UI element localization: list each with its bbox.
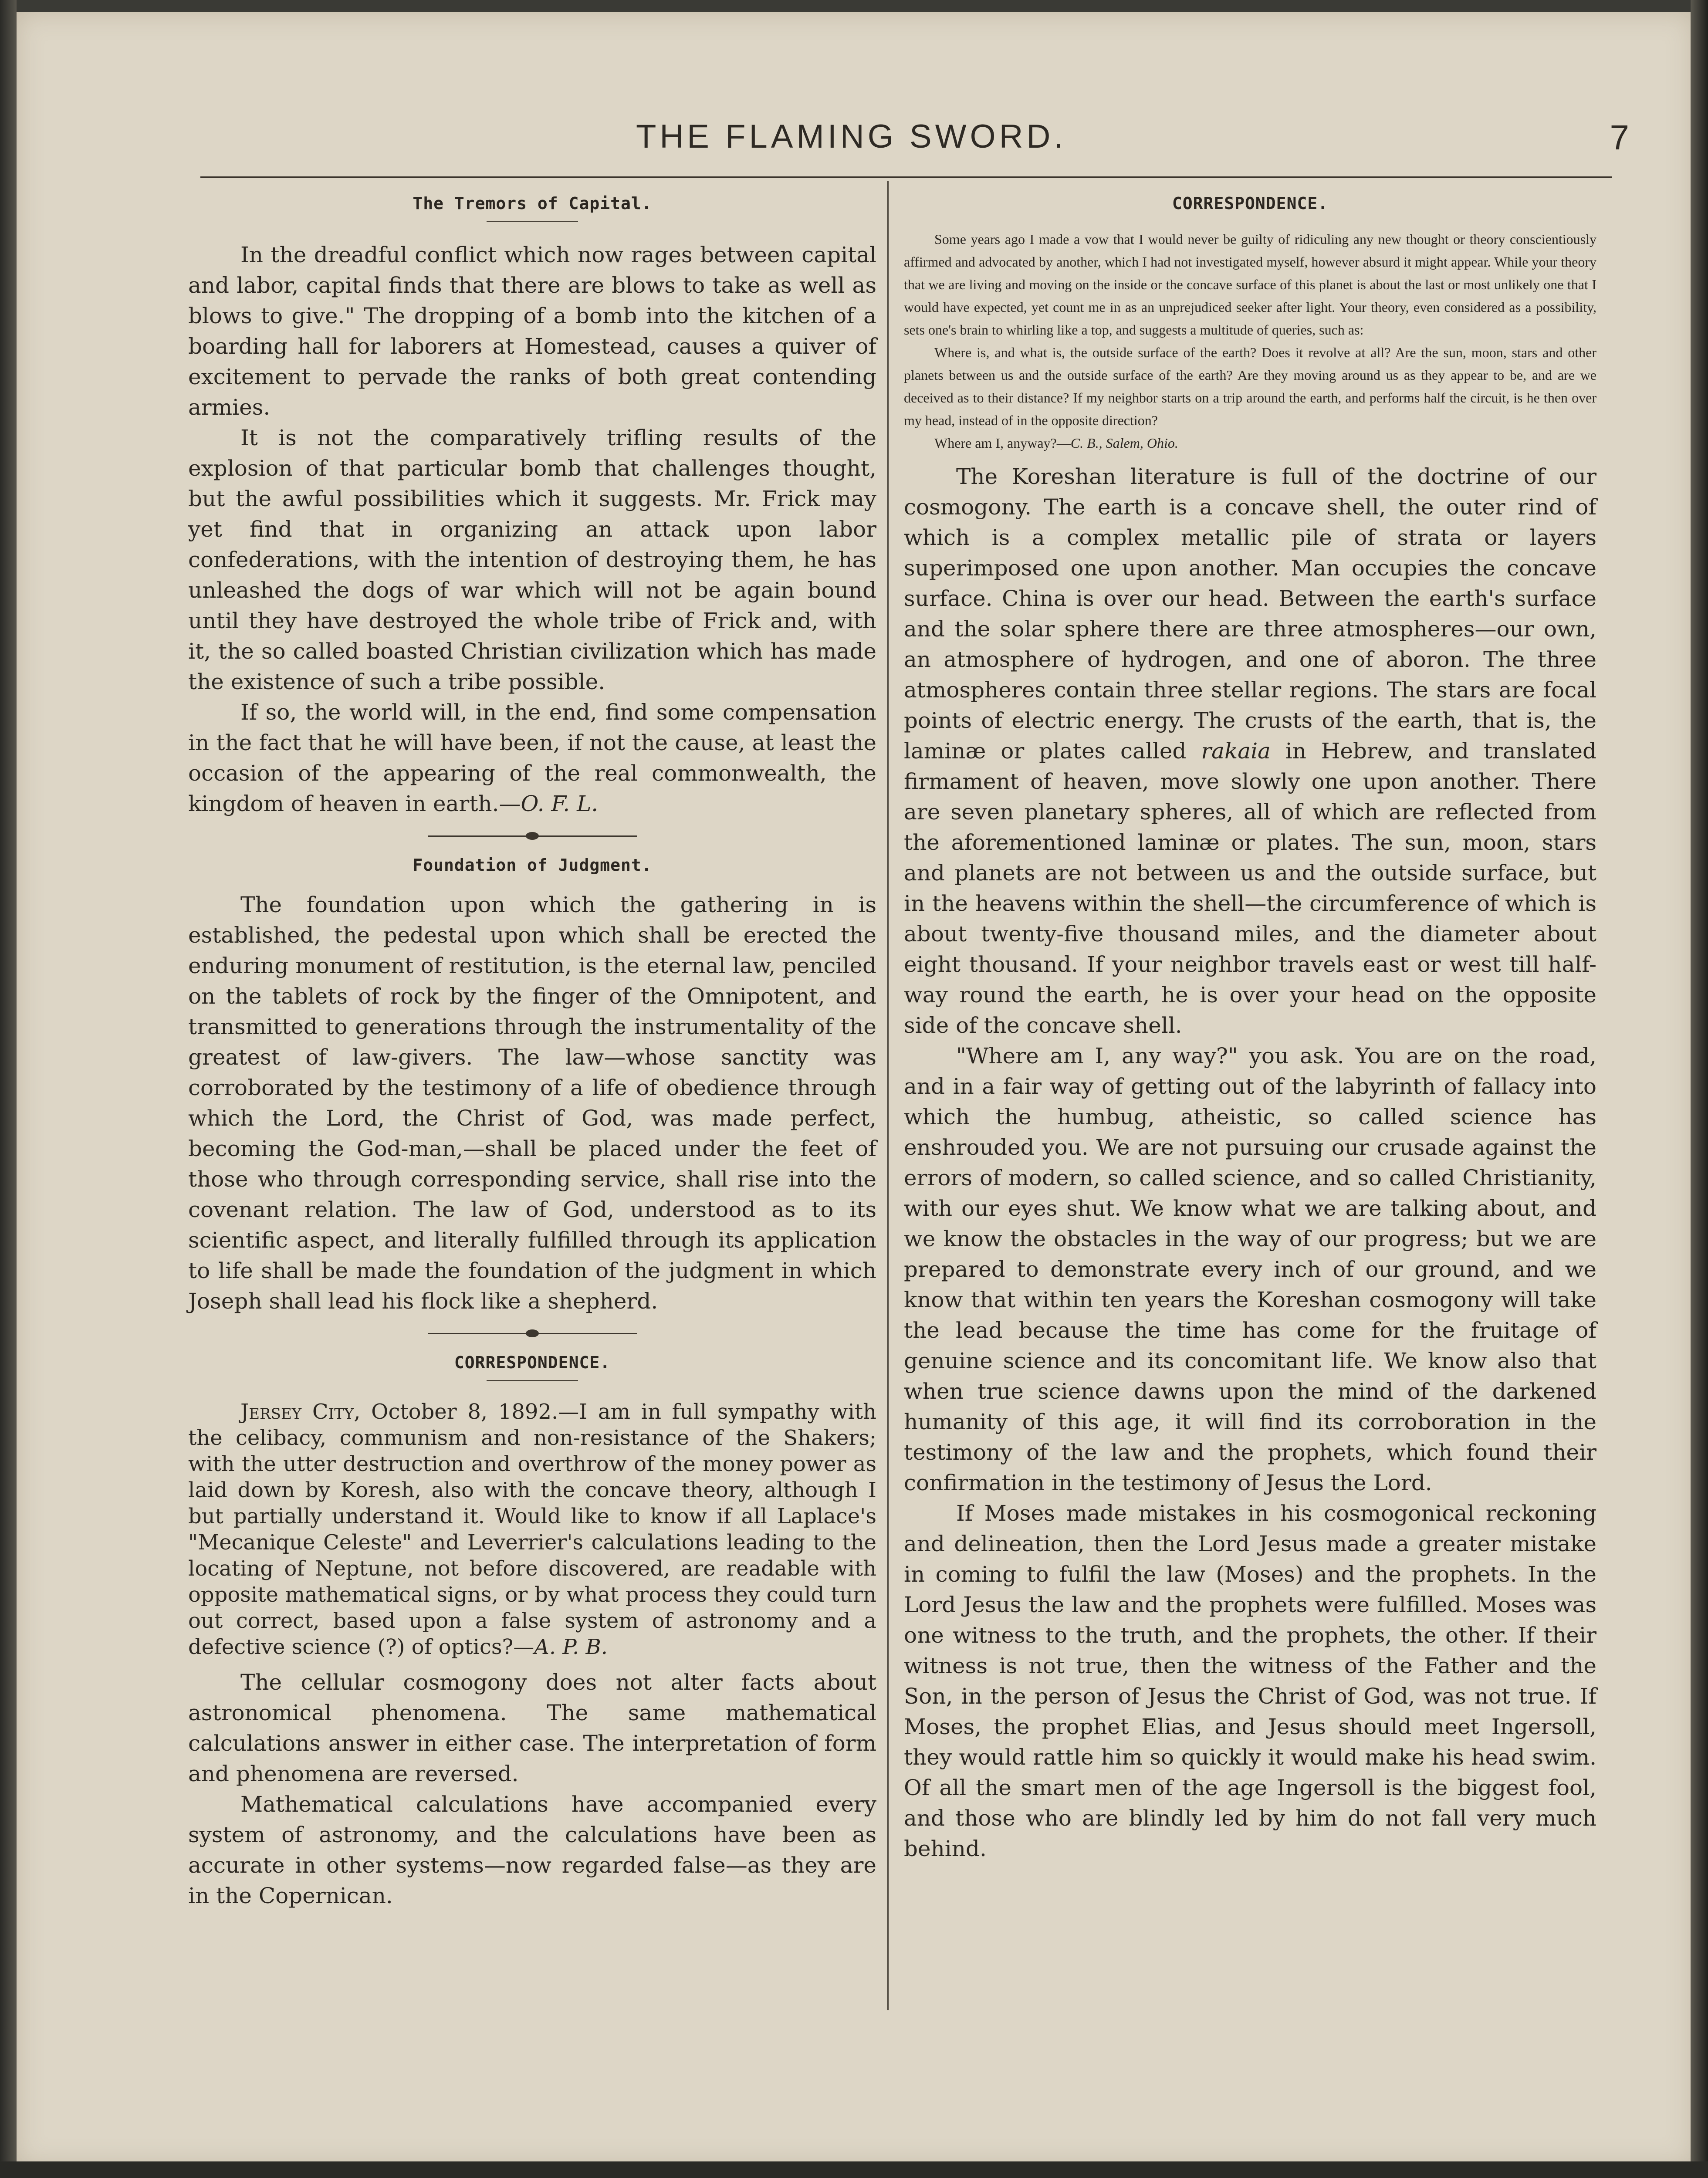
section-divider-ornament [428,1327,637,1340]
divider-dot [526,1329,539,1337]
header-rule [200,176,1612,178]
letter-text: , October 8, 1892.—I am in full sympathy with the celibacy, communism and non-resistance of the Shakers; with the utter destruction and overthrow of the money power as laid down by Koresh, also with the concave theory, although I but partially understand it. Would like to know if all Laplace's "Mecanique Celeste" and Leverrier's calculations leading to the locating of Neptune, not before discovered, are readable with opposite mathematical signs, or by what process they could turn out correct, based upon a false system of astronomy and a defective science (?) of optics?— [188,1400,877,1659]
column-divider [887,181,889,2010]
paragraph: In the dreadful conflict which now rages between capital and labor, capital finds that there are blows to take as well as blows to give." The dropping of a bomb into the kitchen of a boarding hall for laborers at Homestead, causes a quiver of excitement to pervade the ranks of both great contending armies. [188,242,876,420]
paragraph: The cellular cosmogony does not alter facts about astronomical phenomena. The same mathematical calculations answer in either case. The interpretation of form and phenomena are reversed. [188,1670,876,1786]
page-number: 7 [1610,118,1629,157]
paragraph-text: in Hebrew, and translated firmament of heaven, move slowly one upon another. There are seven planetary spheres, all of which are reflected from the aforementioned laminæ or plates. The sun, moon, stars and planets are not between us and the outside surface, but in the heavens within the shell—the circumference of which is about twenty-five thousand miles, and the diameter about eight thousand. If your neighbor travels east or west till half-way round the earth, he is over your head on the opposite side of the concave shell. [904,738,1596,1038]
article-foundation-of-judgment [188,856,876,1316]
paragraph: Mathematical calculations have accompanied every system of astronomy, and the calculations have been as accurate in other systems—now regarded false—as they are in the Copernican. [188,1792,876,1908]
divider-dot [526,832,539,840]
spacer [188,883,876,889]
page-edge-bottom [0,2161,1708,2178]
paragraph: If Moses made mistakes in his cosmogonical reckoning and delineation, then the Lord Jesus made a greater mistake in coming to fulfil the law (Moses) and the prophets. In the Lord Jesus the law and the prophets were fulfilled. Moses was one witness to the truth, and the prophets, the other. If their witness is not true, then the witness of the Father and the Son, in the person of Jesus the Christ of God, was not true. If Moses, the prophet Elias, and Jesus should meet Ingersoll, they would rattle him so quickly it would make his head swim. Of all the smart men of the age Ingersoll is the biggest fool, and those who are blindly led by him do not fall very much behind. [904,1501,1596,1861]
article-correspondence-left [188,1353,876,1911]
paragraph [188,697,876,819]
hebrew-term: rakaia [1201,738,1271,764]
left-column [188,185,876,1911]
article-title: The Tremors of Capital. [413,194,652,213]
running-title: THE FLAMING SWORD. [636,118,1067,155]
letter-closing-text: Where am I, anyway?— [934,435,1071,451]
title-rule [487,221,578,222]
article-title: Foundation of Judgment. [413,856,652,875]
title-rule [487,1380,578,1381]
letter-paragraph: Where is, and what is, the outside surface of the earth? Does it revolve at all? Are the sun, moon, stars and other planets between us and the outside surface of the earth? Are they moving around us as they appear to be, and are we deceived as to their distance? If my neighbor starts on a trip around the earth, and performs half the circuit, is he then over my head, instead of in the opposite direction? [904,345,1596,428]
signature: C. B., Salem, Ohio. [1070,435,1178,451]
right-column [904,185,1596,1864]
article-title: CORRESPONDENCE. [454,1353,611,1372]
article-tremors-of-capital [188,194,876,819]
paragraph: The foundation upon which the gathering in is established, the pedestal upon which shall be erected the enduring monument of restitution, is the eternal law, penciled on the tablets of rock by the finger of the Omnipotent, and transmitted to generations through the instrumentality of the greatest of law-givers. The law—whose sanctity was corroborated by the testimony of a life of obedience through which the Lord, the Christ of God, was made perfect, becoming the God-man,—shall be placed under the feet of those who through corresponding service, shall rise into the covenant relation. The law of God, understood as to its scientific aspect, and literally fulfilled through its application to life shall be made the foundation of the judgment in which Joseph shall lead his flock like a shepherd. [188,892,876,1314]
article-title: CORRESPONDENCE. [1172,194,1329,213]
paragraph-text: The Koreshan literature is full of the doctrine of our cosmogony. The earth is a concave shell, the outer rind of which is a complex metallic pile of strata or layers superimposed one upon another. Man occupies the concave surface. China is over our head. Between the earth's surface and the solar sphere there are three atmospheres—our own, an atmosphere of hydrogen, and one of aboron. The three atmospheres contain three stellar regions. The stars are focal points of electric energy. The crusts of the earth, that is, the laminæ or plates called [904,464,1596,764]
spacer [904,221,1596,228]
running-head [200,118,1638,170]
paragraph: "Where am I, any way?" you ask. You are on the road, and in a fair way of getting out of the labyrinth of fallacy into which the humbug, atheistic, so called science has enshrouded you. We are not pursuing our crusade against the errors of modern, so called science, and so called Christianity, with our eyes shut. We know what we are talking about, and we know the obstacles in the way of our progress; but we are prepared to demonstrate every inch of our ground, and we know that within ten years the Koreshan cosmogony will take the lead because the time has come for the fruitage of genuine science and its concomitant life. We know also that when true science dawns upon the mind of the darkened humanity of this age, it will find its corroboration in the testimony of the law and the prophets, which found their confirmation in the testimony of Jesus the Lord. [904,1043,1596,1495]
binding-edge-left [0,0,17,2178]
signature: O. F. L. [521,791,599,816]
letter-place: Jersey City [240,1400,354,1424]
spacer [188,1660,876,1667]
section-divider-ornament [428,829,637,842]
paragraph: It is not the comparatively trifling results of the explosion of that particular bomb that challenges thought, but the awful possibilities which it suggests. Mr. Frick may yet find that in organizing an attack upon labor confederations, with the intention of destroying them, he has unleashed the dogs of war which will not be again bound until they have destroyed the whole tribe of Frick and, with it, the so called boasted Christian civilization which has made the existence of such a tribe possible. [188,425,876,694]
letter-paragraph [188,1399,876,1660]
binding-edge-right [1691,0,1708,2178]
signature: A. P. B. [534,1635,608,1659]
letter-closing [904,432,1596,454]
paragraph [904,461,1596,1041]
spacer [904,454,1596,461]
paragraph-text: If so, the world will, in the end, find some compensation in the fact that he will have been, if not the cause, at least the occasion of the appearing of the real commonwealth, the kingdom of heaven in earth.— [188,700,876,816]
letter-paragraph: Some years ago I made a vow that I would never be guilty of ridiculing any new thought or theory conscientiously affirmed and advocated by another, which I had not investigated myself, however absurd it might appear. While your theory that we are living and moving on the inside or the concave surface of this planet is about the last or most unlikely one that I would have expected, yet count me in as an unprejudiced seeker after light. Your theory, even considered as a possibility, sets one's brain to whirling like a top, and suggests a multitude of queries, such as: [904,231,1596,338]
